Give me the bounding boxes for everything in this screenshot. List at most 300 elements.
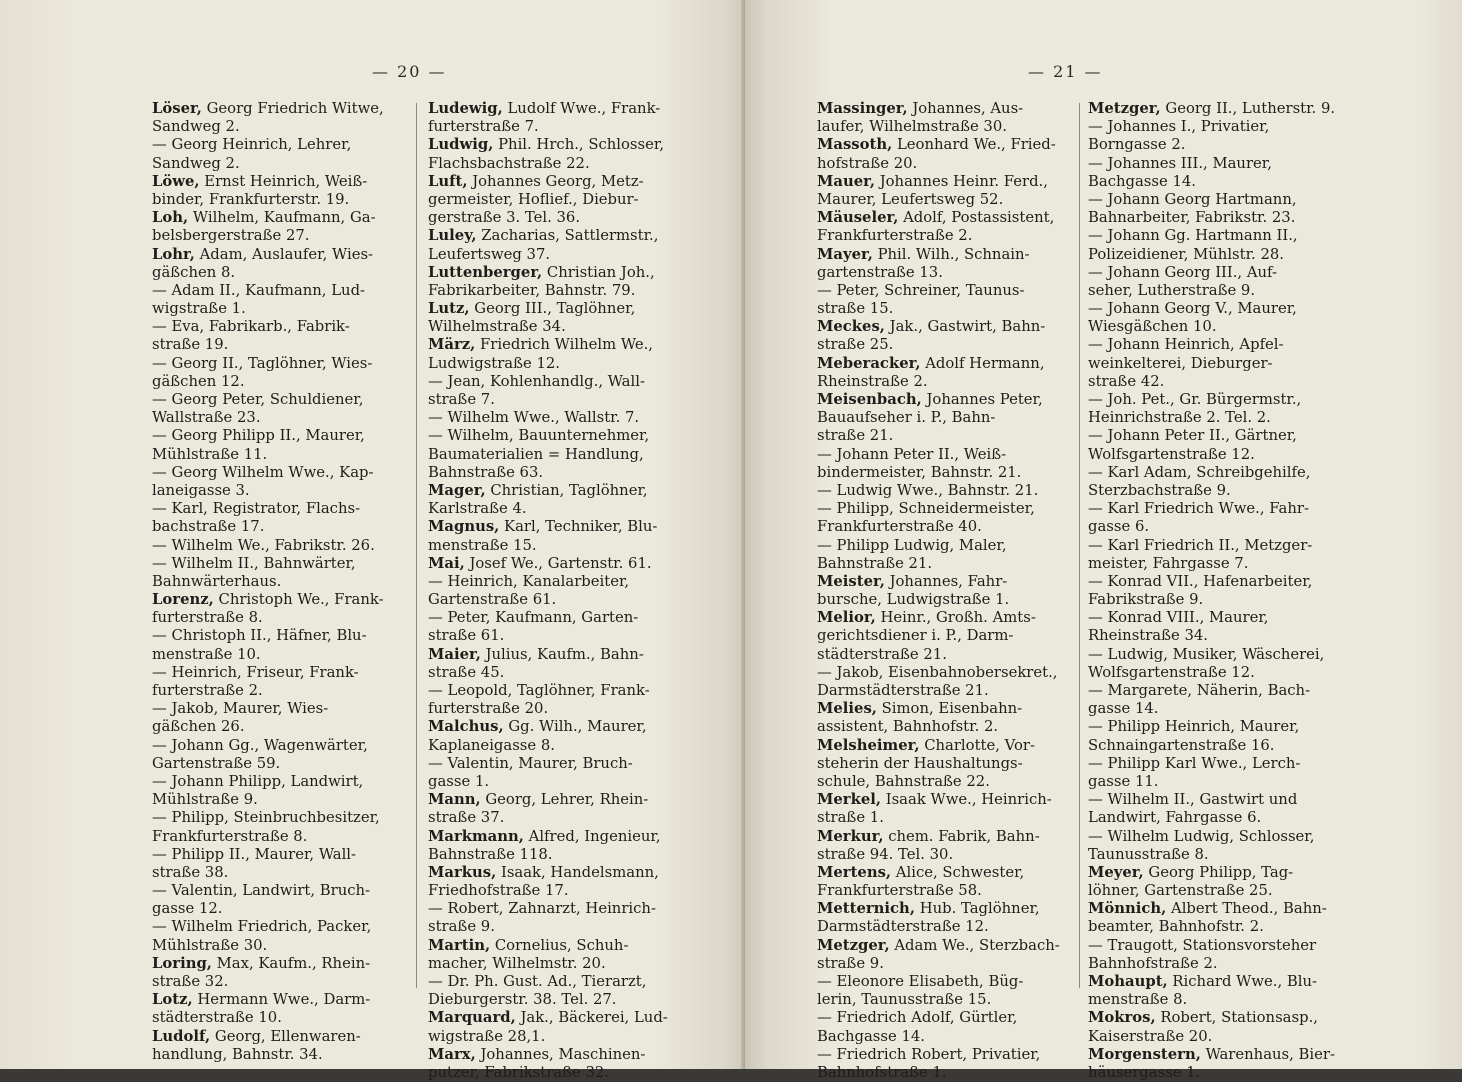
entry-surname: Löwe, [152, 172, 200, 190]
directory-line [428, 282, 668, 300]
directory-line [1088, 737, 1335, 755]
directory-line [428, 900, 668, 918]
entry-text: Georg II., Lutherstr. 9. [1160, 100, 1336, 117]
entry-text: Albert Theod., Bahn- [1166, 900, 1327, 918]
entry-text: straße 32. [152, 973, 229, 990]
directory-line [152, 500, 384, 518]
entry-text: Wolfsgartenstraße 12. [1088, 663, 1255, 681]
directory-line [428, 591, 668, 609]
right-page-column-1 [817, 100, 1060, 1082]
entry-text: chem. Fabrik, Bahn- [883, 827, 1040, 845]
directory-line [817, 627, 1060, 645]
entry-surname: Löser, [152, 100, 202, 117]
entry-surname: Metzger, [1088, 100, 1161, 117]
entry-surname: Loh, [152, 209, 189, 227]
directory-line [1088, 500, 1335, 518]
directory-line [817, 482, 1060, 500]
entry-surname: Merkel, [817, 791, 882, 809]
directory-line [1088, 336, 1335, 354]
entry-text: gasse 1. [428, 772, 490, 790]
entry-text: — Peter, Schreiner, Taunus- [817, 281, 1025, 299]
directory-entry [428, 937, 668, 955]
directory-line [428, 355, 668, 373]
directory-line [152, 136, 384, 154]
entry-text: — Johann Peter II., Weiß- [817, 445, 1007, 463]
entry-text: Dieburgerstr. 38. Tel. 27. [428, 991, 617, 1009]
entry-text: menstraße 8. [1088, 991, 1188, 1009]
entry-text: gartenstraße 13. [817, 263, 943, 281]
entry-text: Bachgasse 14. [1088, 172, 1196, 190]
entry-text: Kaiserstraße 20. [1088, 1027, 1213, 1045]
entry-text: Johannes, Aus- [907, 100, 1024, 117]
directory-line [1088, 591, 1335, 609]
directory-line [817, 846, 1060, 864]
entry-text: Leufertsweg 37. [428, 245, 551, 263]
entry-text: straße 94. Tel. 30. [817, 845, 954, 863]
entry-text: Frankfurterstraße 2. [817, 227, 973, 245]
entry-surname: Meister, [817, 572, 885, 590]
entry-text: Wolfsgartenstraße 12. [1088, 445, 1255, 463]
entry-text: Ludwigstraße 12. [428, 354, 561, 372]
entry-text: Johannes, Maschinen- [475, 1045, 646, 1063]
entry-text: meister, Fahrgasse 7. [1088, 554, 1249, 572]
directory-line [1088, 609, 1335, 627]
directory-line [428, 809, 668, 827]
entry-text: — Wilhelm Friedrich, Packer, [152, 918, 372, 936]
directory-line [428, 755, 668, 773]
entry-text: Josef We., Gartenstr. 61. [464, 554, 652, 572]
entry-text: Gg. Wilh., Maurer, [503, 718, 647, 736]
directory-line [817, 373, 1060, 391]
entry-text: Borngasse 2. [1088, 136, 1186, 154]
entry-text: — Margarete, Näherin, Bach- [1088, 682, 1311, 699]
directory-entry [817, 391, 1060, 409]
entry-text: Flachsbachstraße 22. [428, 154, 590, 172]
entry-surname: Melior, [817, 609, 876, 627]
directory-line [428, 664, 668, 682]
directory-line [152, 646, 384, 664]
entry-text: Robert, Stationsasp., [1155, 1009, 1318, 1027]
entry-text: Georg Friedrich Witwe, [201, 100, 384, 117]
entry-surname: Mayer, [817, 245, 873, 263]
directory-line [428, 191, 668, 209]
directory-line [817, 555, 1060, 573]
page-number-right: — 21 — [1028, 62, 1103, 81]
entry-surname: Malchus, [428, 718, 504, 736]
directory-entry [817, 864, 1060, 882]
entry-text: — Johannes III., Maurer, [1088, 154, 1272, 172]
entry-text: Zacharias, Sattlermstr., [476, 227, 659, 245]
directory-line [1088, 227, 1335, 245]
entry-text: — Johann Gg. Hartmann II., [1088, 227, 1298, 245]
directory-line [817, 973, 1060, 991]
entry-text: — Georg Peter, Schuldiener, [152, 391, 364, 408]
entry-text: — Johann Georg V., Maurer, [1088, 300, 1297, 318]
directory-line [152, 427, 384, 445]
entry-text: — Karl Friedrich Wwe., Fahr- [1088, 500, 1309, 518]
entry-text: — Jakob, Maurer, Wies- [152, 700, 329, 718]
entry-text: gäßchen 8. [152, 263, 236, 281]
entry-text: straße 15. [817, 300, 894, 318]
entry-surname: Mäuseler, [817, 209, 899, 227]
entry-text: Karlstraße 4. [428, 500, 527, 518]
directory-entry [1088, 900, 1335, 918]
directory-line [152, 718, 384, 736]
entry-text: Frankfurterstraße 40. [817, 518, 982, 536]
entry-text: — Johann Georg Hartmann, [1088, 190, 1297, 208]
entry-text: Kaplaneigasse 8. [428, 736, 555, 754]
entry-text: furterstraße 2. [152, 682, 263, 699]
entry-surname: Melies, [817, 700, 877, 718]
entry-surname: Luft, [428, 172, 468, 190]
directory-line [428, 500, 668, 518]
entry-text: — Philipp, Schneidermeister, [817, 500, 1035, 518]
entry-text: — Philipp II., Maurer, Wall- [152, 845, 357, 863]
directory-entry [428, 227, 668, 245]
directory-line [152, 355, 384, 373]
entry-surname: Lotz, [152, 991, 193, 1009]
directory-line [152, 300, 384, 318]
directory-line [817, 882, 1060, 900]
entry-text: Hermann Wwe., Darm- [192, 991, 371, 1009]
directory-line [152, 700, 384, 718]
entry-surname: Meberacker, [817, 354, 921, 372]
directory-entry [1088, 1046, 1335, 1064]
entry-text: seher, Lutherstraße 9. [1088, 281, 1256, 299]
entry-text: Frankfurterstraße 58. [817, 882, 982, 900]
entry-text: — Philipp Karl Wwe., Lerch- [1088, 754, 1301, 772]
entry-text: städterstraße 10. [152, 1009, 282, 1027]
directory-line [1088, 537, 1335, 555]
entry-text: — Dr. Ph. Gust. Ad., Tierarzt, [428, 973, 647, 990]
entry-text: Friedhofstraße 17. [428, 882, 569, 900]
directory-entry [817, 700, 1060, 718]
entry-text: straße 42. [1088, 372, 1165, 390]
entry-text: Karl, Techniker, Blu- [499, 518, 658, 536]
directory-line [1088, 700, 1335, 718]
entry-text: Polizeidiener, Mühlstr. 28. [1088, 245, 1284, 263]
entry-text: — Jean, Kohlenhandlg., Wall- [428, 372, 645, 390]
entry-text: Wallstraße 23. [152, 409, 261, 427]
entry-text: Heinrichstraße 2. Tel. 2. [1088, 409, 1271, 427]
entry-text: — Johannes I., Privatier, [1088, 118, 1270, 136]
left-page-column-1 [152, 100, 384, 1064]
entry-text: Bachgasse 14. [817, 1027, 925, 1045]
entry-surname: Ludwig, [428, 136, 494, 154]
entry-surname: Mann, [428, 791, 481, 809]
entry-text: Alfred, Ingenieur, [523, 827, 661, 845]
directory-line [428, 209, 668, 227]
directory-line [1088, 555, 1335, 573]
directory-line [817, 518, 1060, 536]
directory-line [1088, 828, 1335, 846]
entry-text: — Philipp Ludwig, Maler, [817, 536, 1007, 554]
directory-line [817, 282, 1060, 300]
directory-line [1088, 991, 1335, 1009]
directory-line [817, 773, 1060, 791]
directory-line [817, 446, 1060, 464]
entry-text: Friedrich Wilhelm We., [475, 336, 653, 354]
directory-line [428, 1028, 668, 1046]
directory-line [1088, 209, 1335, 227]
entry-text: Fabrikarbeiter, Bahnstr. 79. [428, 281, 636, 299]
directory-line [1088, 791, 1335, 809]
directory-line [428, 464, 668, 482]
directory-entry [817, 173, 1060, 191]
entry-text: — Valentin, Maurer, Bruch- [428, 754, 633, 772]
entry-text: Sterzbachstraße 9. [1088, 481, 1231, 499]
entry-surname: Mertens, [817, 863, 892, 881]
entry-text: — Wilhelm Wwe., Wallstr. 7. [428, 409, 640, 427]
directory-line [428, 409, 668, 427]
entry-text: städterstraße 21. [817, 645, 947, 663]
directory-entry [428, 1009, 668, 1027]
directory-line [1088, 846, 1335, 864]
entry-text: — Christoph II., Häfner, Blu- [152, 627, 367, 645]
entry-text: macher, Wilhelmstr. 20. [428, 954, 606, 972]
entry-text: straße 19. [152, 336, 229, 354]
directory-line [428, 246, 668, 264]
entry-text: Adolf, Postassistent, [898, 209, 1055, 227]
entry-surname: Lorenz, [152, 591, 214, 609]
directory-line [1088, 755, 1335, 773]
directory-line [817, 155, 1060, 173]
entry-text: Mühlstraße 30. [152, 936, 268, 954]
entry-text: Johannes Georg, Metz- [467, 172, 644, 190]
entry-text: Christoph We., Frank- [213, 591, 384, 609]
right-page [745, 0, 1462, 1081]
entry-text: Julius, Kaufm., Bahn- [480, 645, 644, 663]
directory-line [152, 191, 384, 209]
entry-text: — Jakob, Eisenbahnobersekret., [817, 663, 1058, 681]
entry-text: — Wilhelm II., Bahnwärter, [152, 554, 356, 572]
entry-surname: Metternich, [817, 900, 915, 918]
entry-text: Wilhelm, Kaufmann, Ga- [188, 209, 376, 227]
directory-line [428, 846, 668, 864]
directory-line [428, 391, 668, 409]
entry-text: — Wilhelm Ludwig, Schlosser, [1088, 827, 1315, 845]
entry-text: Warenhaus, Bier- [1200, 1045, 1335, 1063]
entry-surname: März, [428, 336, 476, 354]
directory-entry [428, 864, 668, 882]
entry-text: Isaak Wwe., Heinrich- [881, 791, 1052, 809]
entry-text: gasse 11. [1088, 772, 1159, 790]
entry-text: — Konrad VIII., Maurer, [1088, 609, 1269, 627]
directory-entry [428, 482, 668, 500]
entry-text: bursche, Ludwigstraße 1. [817, 591, 1010, 609]
entry-text: Richard Wwe., Blu- [1167, 973, 1318, 990]
entry-text: — Philipp Heinrich, Maurer, [1088, 718, 1300, 736]
directory-line [1088, 955, 1335, 973]
entry-text: straße 25. [817, 336, 894, 354]
directory-line [1088, 773, 1335, 791]
directory-line [1088, 300, 1335, 318]
directory-line [152, 627, 384, 645]
entry-surname: Luley, [428, 227, 477, 245]
directory-line [152, 737, 384, 755]
entry-surname: Meisenbach, [817, 391, 922, 408]
directory-entry [428, 100, 668, 118]
entry-text: hofstraße 20. [817, 154, 918, 172]
directory-entry [428, 300, 668, 318]
directory-line [152, 282, 384, 300]
entry-text: — Friedrich Adolf, Gürtler, [817, 1009, 1018, 1027]
entry-surname: Mokros, [1088, 1009, 1156, 1027]
entry-text: — Ludwig, Musiker, Wäscherei, [1088, 645, 1325, 663]
directory-entry [1088, 1009, 1335, 1027]
entry-text: menstraße 15. [428, 536, 537, 554]
directory-line [817, 1009, 1060, 1027]
directory-entry [152, 100, 384, 118]
entry-text: straße 38. [152, 863, 229, 881]
entry-text: Jak., Bäckerei, Lud- [515, 1009, 668, 1027]
directory-line [152, 446, 384, 464]
directory-line [817, 336, 1060, 354]
entry-text: — Wilhelm We., Fabrikstr. 26. [152, 536, 375, 554]
directory-line [817, 646, 1060, 664]
directory-line [817, 664, 1060, 682]
directory-line [1088, 155, 1335, 173]
entry-text: — Joh. Pet., Gr. Bürgermstr., [1088, 391, 1302, 408]
directory-line [152, 555, 384, 573]
directory-line [428, 918, 668, 936]
directory-line [152, 937, 384, 955]
entry-text: germeister, Hoflief., Diebur- [428, 190, 639, 208]
entry-text: gasse 14. [1088, 700, 1159, 718]
directory-line [817, 955, 1060, 973]
entry-text: — Konrad VII., Hafenarbeiter, [1088, 572, 1313, 590]
entry-text: — Robert, Zahnarzt, Heinrich- [428, 900, 656, 918]
directory-line [1088, 646, 1335, 664]
entry-text: Bauaufseher i. P., Bahn- [817, 409, 996, 427]
directory-line [1088, 682, 1335, 700]
directory-line [152, 573, 384, 591]
entry-text: Mühlstraße 11. [152, 445, 268, 463]
directory-line [428, 882, 668, 900]
directory-line [428, 700, 668, 718]
entry-text: menstraße 10. [152, 645, 261, 663]
entry-surname: Mager, [428, 481, 486, 499]
entry-surname: Maier, [428, 645, 481, 663]
entry-surname: Mauer, [817, 172, 876, 190]
directory-line [428, 955, 668, 973]
directory-entry [428, 173, 668, 191]
page-number-left: — 20 — [372, 62, 447, 81]
directory-entry [1088, 100, 1335, 118]
entry-text: Rheinstraße 2. [817, 372, 928, 390]
entry-text: Bahnarbeiter, Fabrikstr. 23. [1088, 209, 1296, 227]
entry-text: Darmstädterstraße 12. [817, 918, 989, 936]
entry-text: Christian, Taglöhner, [485, 481, 648, 499]
directory-line [428, 609, 668, 627]
entry-text: — Adam II., Kaufmann, Lud- [152, 281, 366, 299]
column-divider-right [1079, 103, 1080, 988]
directory-entry [817, 100, 1060, 118]
entry-text: — Karl, Registrator, Flachs- [152, 500, 361, 518]
directory-line [152, 828, 384, 846]
directory-line [152, 464, 384, 482]
entry-text: Leonhard We., Fried- [892, 136, 1056, 154]
entry-text: straße 37. [428, 809, 505, 827]
directory-line [1088, 1064, 1335, 1082]
entry-surname: Metzger, [817, 936, 890, 954]
directory-line [1088, 882, 1335, 900]
directory-entry [152, 209, 384, 227]
directory-line [428, 155, 668, 173]
entry-text: — Johann Philipp, Landwirt, [152, 772, 364, 790]
entry-text: Georg III., Taglöhner, [469, 300, 636, 318]
directory-entry [428, 646, 668, 664]
directory-entry [817, 828, 1060, 846]
entry-text: — Traugott, Stationsvorsteher [1088, 936, 1317, 954]
entry-surname: Lutz, [428, 300, 470, 318]
entry-surname: Ludolf, [152, 1027, 211, 1045]
directory-line [152, 373, 384, 391]
directory-line [817, 682, 1060, 700]
directory-line [817, 464, 1060, 482]
directory-line [152, 518, 384, 536]
entry-text: gäßchen 12. [152, 372, 245, 390]
entry-text: — Georg Philipp II., Maurer, [152, 427, 365, 445]
directory-line [428, 318, 668, 336]
entry-text: — Johann Gg., Wagenwärter, [152, 736, 368, 754]
entry-text: — Leopold, Taglöhner, Frank- [428, 682, 650, 699]
directory-line [1088, 282, 1335, 300]
entry-surname: Loring, [152, 954, 212, 972]
entry-text: — Eva, Fabrikarb., Fabrik- [152, 318, 350, 336]
directory-line [817, 591, 1060, 609]
directory-entry [428, 555, 668, 573]
directory-entry [152, 173, 384, 191]
directory-entry [817, 318, 1060, 336]
entry-text: — Peter, Kaufmann, Garten- [428, 609, 639, 627]
entry-surname: Massinger, [817, 100, 908, 117]
entry-text: Taunusstraße 8. [1088, 845, 1209, 863]
entry-text: weinkelterei, Dieburger- [1088, 354, 1273, 372]
entry-surname: Martin, [428, 936, 491, 954]
directory-entry [428, 828, 668, 846]
directory-line [152, 791, 384, 809]
entry-surname: Merkur, [817, 827, 884, 845]
entry-surname: Markmann, [428, 827, 524, 845]
directory-entry [817, 609, 1060, 627]
entry-text: Maurer, Leufertsweg 52. [817, 190, 1004, 208]
directory-line [152, 864, 384, 882]
directory-line [817, 809, 1060, 827]
entry-text: straße 9. [428, 918, 495, 936]
directory-entry [817, 209, 1060, 227]
column-divider-left [416, 103, 417, 988]
entry-text: Mühlstraße 9. [152, 791, 258, 809]
directory-line [152, 155, 384, 173]
directory-line [1088, 355, 1335, 373]
entry-text: Phil. Wilh., Schnain- [872, 245, 1030, 263]
entry-text: Bahnstraße 21. [817, 554, 933, 572]
entry-text: — Friedrich Robert, Privatier, [817, 1045, 1041, 1063]
directory-line [152, 882, 384, 900]
directory-line [428, 682, 668, 700]
directory-line [152, 336, 384, 354]
directory-line [1088, 937, 1335, 955]
directory-line [817, 1028, 1060, 1046]
directory-line [817, 991, 1060, 1009]
directory-line [1088, 482, 1335, 500]
directory-line [1088, 573, 1335, 591]
entry-text: — Wilhelm II., Gastwirt und [1088, 791, 1298, 809]
entry-text: Georg, Lehrer, Rhein- [480, 791, 649, 809]
directory-line [817, 537, 1060, 555]
directory-line [152, 900, 384, 918]
